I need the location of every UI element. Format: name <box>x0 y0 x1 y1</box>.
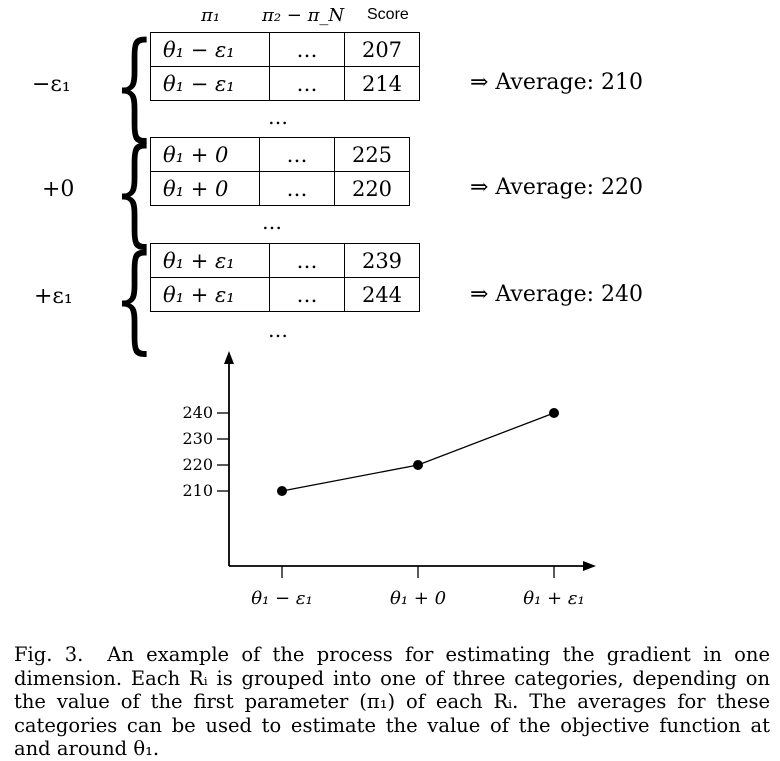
group-label: +0 <box>42 177 75 202</box>
caption-text: An example of the process for estimating the gradient in one dimension. Each Rᵢ is grouped into one of three categories, depending on the value of the first parameter (π₁) of each Rᵢ. The averages for these categories can be used to estimate the value of the objective function at and around θ₁. <box>14 643 770 760</box>
ellipsis-cell: … <box>260 172 335 206</box>
theta-cell: θ₁ + ε₁ <box>151 244 270 278</box>
y-tick-label: 220 <box>182 455 213 474</box>
header-pi2-piN: π₂ − π_N <box>262 5 345 26</box>
data-point <box>277 486 287 496</box>
score-cell: 239 <box>345 244 420 278</box>
curly-brace: { <box>114 124 155 259</box>
curly-brace: { <box>114 18 155 153</box>
x-tick-label: θ₁ − ε₁ <box>251 588 313 609</box>
figure-caption <box>14 643 770 761</box>
continuation-dots: … <box>268 318 291 342</box>
ellipsis-cell: … <box>270 67 345 101</box>
score-cell: 220 <box>335 172 410 206</box>
group-label: +ε₁ <box>34 284 73 309</box>
score-cell: 225 <box>335 138 410 172</box>
ellipsis-cell: … <box>260 138 335 172</box>
group-label: −ε₁ <box>32 72 71 97</box>
data-point <box>549 408 559 418</box>
ellipsis-cell: … <box>270 278 345 312</box>
ellipsis-cell: … <box>270 33 345 67</box>
header-pi1: π₁ <box>201 5 221 26</box>
average-result: ⇒ Average: 210 <box>470 70 644 95</box>
data-point <box>413 460 423 470</box>
score-cell: 244 <box>345 278 420 312</box>
theta-cell: θ₁ − ε₁ <box>151 67 270 101</box>
x-tick-label: θ₁ + 0 <box>389 588 447 609</box>
x-axis <box>229 561 596 571</box>
y-tick-label: 210 <box>182 481 213 500</box>
theta-cell: θ₁ − ε₁ <box>151 33 270 67</box>
score-cell: 207 <box>345 33 420 67</box>
continuation-dots: … <box>262 210 285 234</box>
curly-brace: { <box>114 231 155 366</box>
theta-cell: θ₁ + ε₁ <box>151 278 270 312</box>
x-tick-label: θ₁ + ε₁ <box>523 588 585 609</box>
average-result: ⇒ Average: 220 <box>470 175 644 200</box>
theta-cell: θ₁ + 0 <box>151 138 260 172</box>
header-score: Score <box>367 6 409 23</box>
y-tick-label: 240 <box>182 403 213 422</box>
y-tick-label: 230 <box>182 429 213 448</box>
y-axis <box>224 351 234 566</box>
figure-label: Fig. 3. <box>14 643 84 666</box>
continuation-dots: … <box>268 105 291 129</box>
series-line <box>282 413 554 491</box>
theta-cell: θ₁ + 0 <box>151 172 260 206</box>
ellipsis-cell: … <box>270 244 345 278</box>
average-result: ⇒ Average: 240 <box>470 282 644 307</box>
score-cell: 214 <box>345 67 420 101</box>
